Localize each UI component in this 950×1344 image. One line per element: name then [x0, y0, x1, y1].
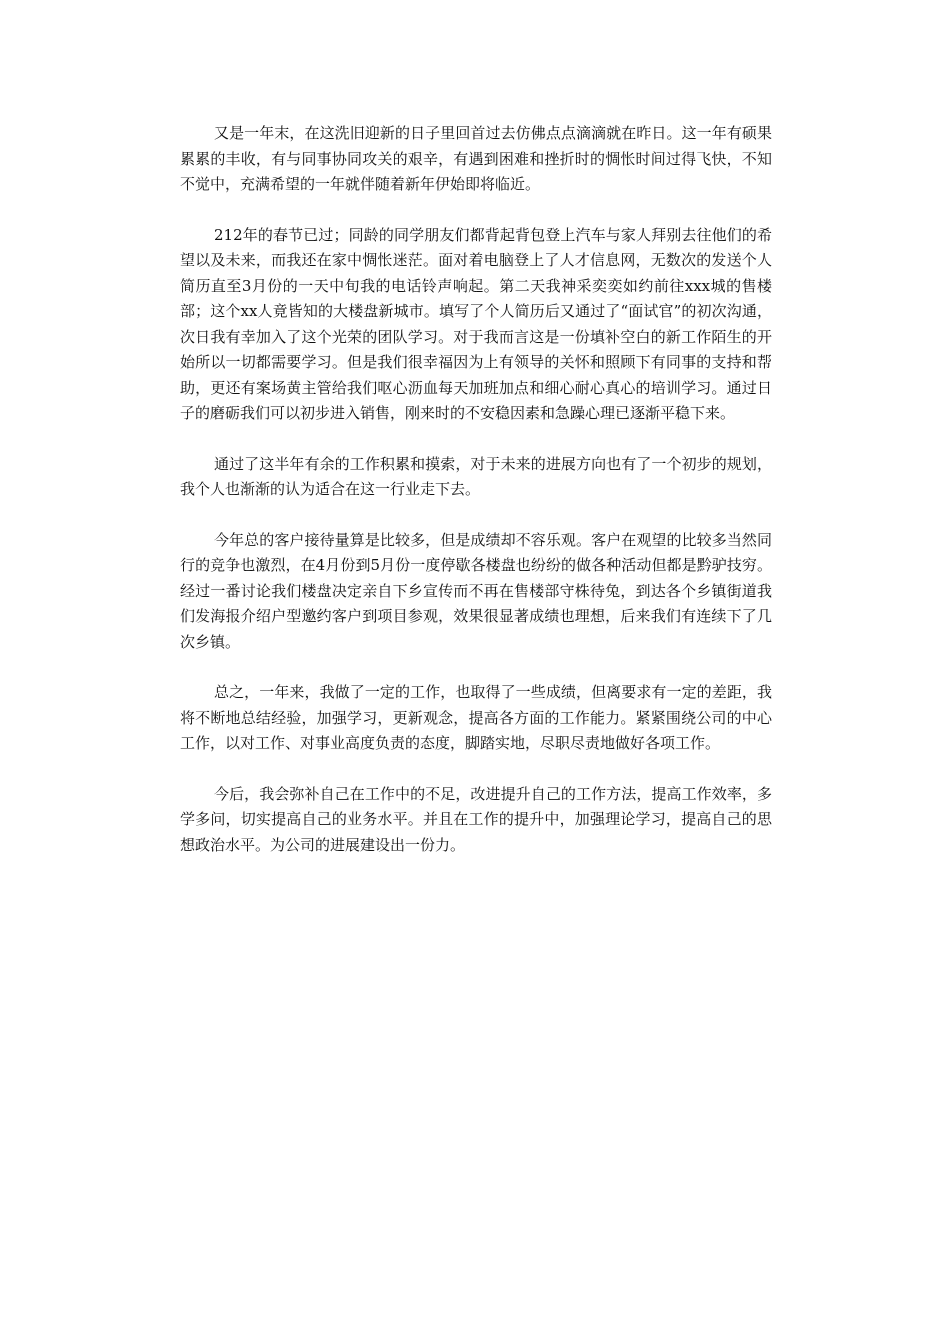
paragraph-3: 通过了这半年有余的工作积累和摸索，对于未来的进展方向也有了一个初步的规划，我个人也渐渐的认为适合在这一行业走下去。: [180, 454, 772, 498]
paragraph-5: 总之，一年来，我做了一定的工作，也取得了一些成绩，但离要求有一定的差距，我将不断地总结经验，加强学习，更新观念，提高各方面的工作能力。紧紧围绕公司的中心工作，以对工作、对事业高度负责的态度，脚踏实地，尽职尽责地做好各项工作。: [180, 683, 772, 752]
paragraph-6: 今后，我会弥补自己在工作中的不足，改进提升自己的工作方法，提高工作效率，多学多问，切实提高自己的业务水平。并且在工作的提升中，加强理论学习，提高自己的思想政治水平。为公司的进展建设出一份力。: [180, 784, 772, 854]
paragraph-4: 今年总的客户接待量算是比较多，但是成绩却不容乐观。客户在观望的比较多当然同行的竞争也激烈，在4月份到5月份一度停歇各楼盘也纷纷的做各种活动但都是黔驴技穷。经过一番讨论我们楼盘决定亲自下乡宣传而不再在售楼部守株待兔，到达各个乡镇街道我们发海报介绍户型邀约客户到项目参观，效果很显著成绩也理想，后来我们有连续下了几次乡镇。: [180, 530, 772, 651]
paragraph-2: 212年的春节已过；同龄的同学朋友们都背起背包登上汽车与家人拜别去往他们的希望以及未来，而我还在家中惆怅迷茫。面对着电脑登上了人才信息网，无数次的发送个人简历直至3月份的一天中旬我的电话铃声响起。第二天我神采奕奕如约前往xxx城的售楼部；这个xx人竟皆知的大楼盘新城市。填写了个人简历后又通过了“面试官”的初次沟通，次日我有幸加入了这个光荣的团队学习。对于我而言这是一份填补空白的新工作陌生的开始所以一切都需要学习。但是我们很幸福因为上有领导的关怀和照顾下有同事的支持和帮助，更还有案场黄主管给我们呕心沥血每天加班加点和细心耐心真心的培训学习。通过日子的磨砺我们可以初步进入销售，刚来时的不安稳因素和急躁心理已逐渐平稳下来。: [180, 225, 772, 422]
paragraph-1: 又是一年末，在这洗旧迎新的日子里回首过去仿佛点点滴滴就在昨日。这一年有硕果累累的丰收，有与同事协同攻关的艰辛，有遇到困难和挫折时的惆怅时间过得飞快，不知不觉中，充满希望的一年就伴随着新年伊始即将临近。: [180, 124, 772, 193]
document-body: [180, 121, 772, 883]
